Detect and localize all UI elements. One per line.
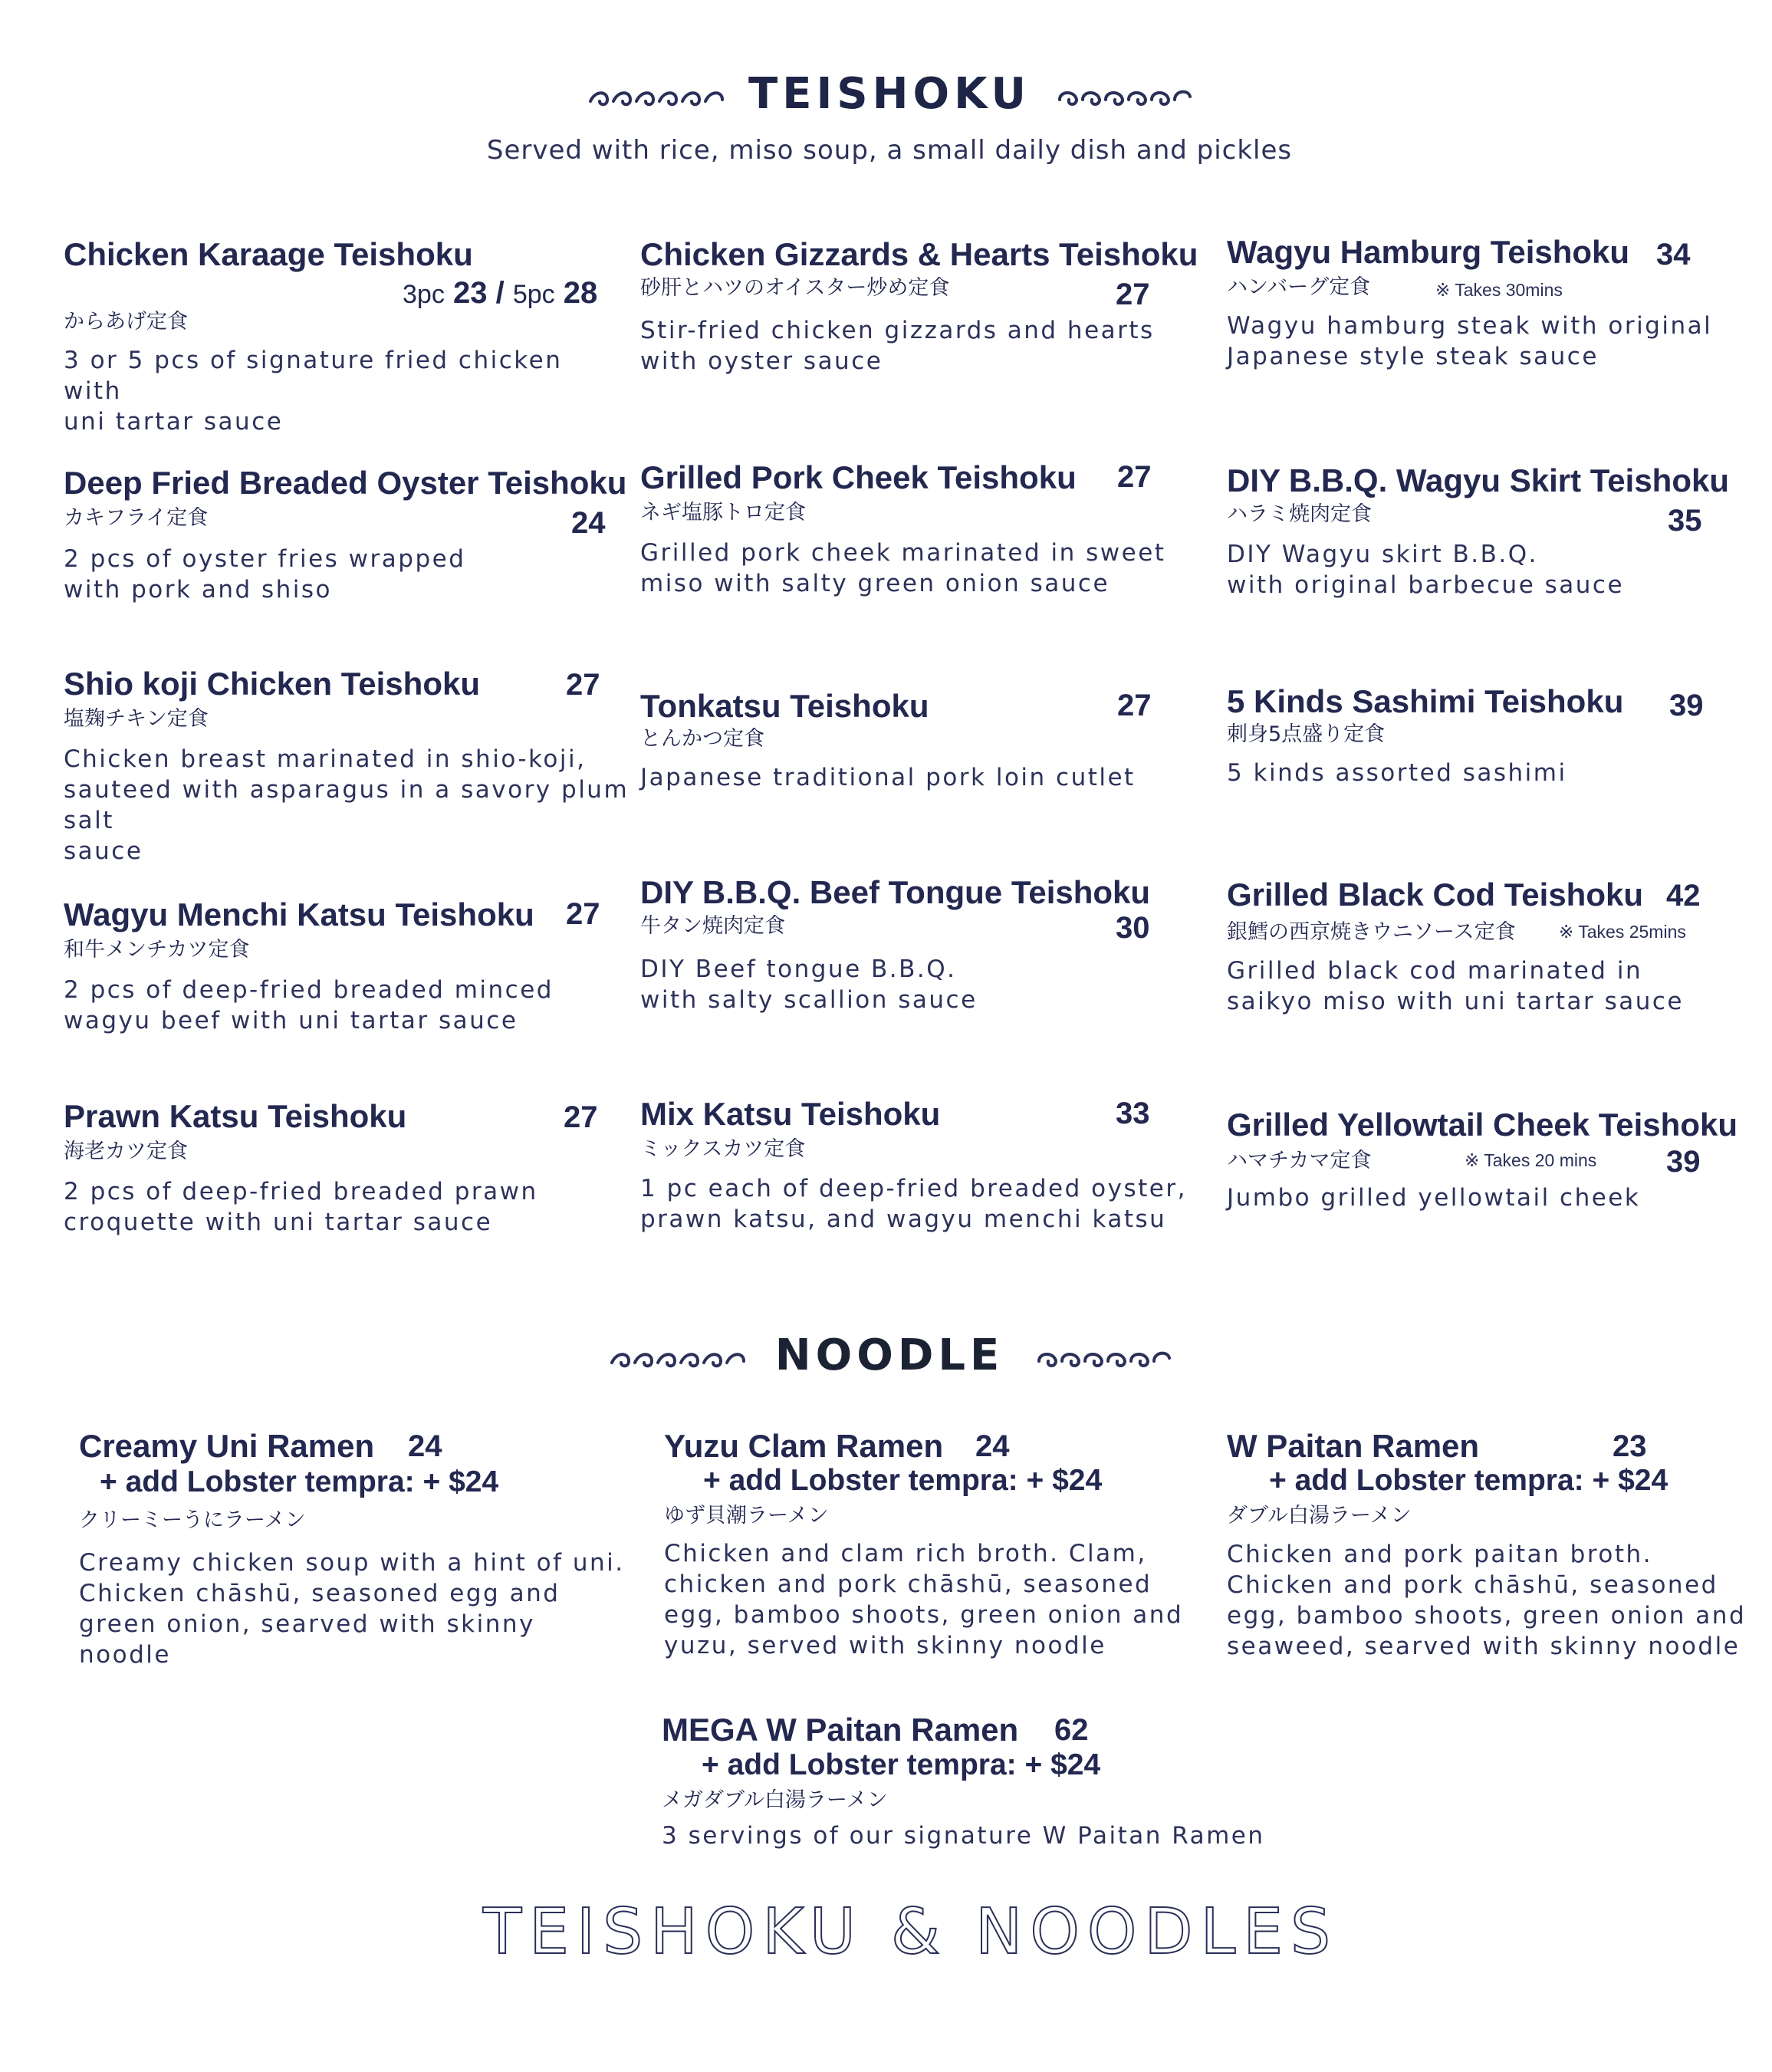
menu-item-description: Japanese traditional pork loin cutlet [640, 764, 1136, 791]
menu-item-description: Grilled black cod marinated in saikyo miso with uni tartar sauce [1227, 957, 1684, 1015]
menu-item-japanese: 和牛メンチカツ定食 [64, 938, 250, 962]
menu-item-japanese: ミックスカツ定食 [640, 1137, 806, 1161]
menu-item-description: 1 pc each of deep-fried breaded oyster, prawn katsu, and wagyu menchi katsu [640, 1175, 1187, 1233]
menu-item-japanese: ダブル白湯ラーメン [1227, 1504, 1412, 1528]
menu-item-name: Wagyu Hamburg Teishoku [1227, 234, 1630, 270]
menu-item-description: Wagyu hamburg steak with original Japanese style steak sauce [1227, 312, 1713, 370]
menu-item-japanese: 海老カツ定食 [64, 1140, 188, 1163]
menu-item-price: 24 [975, 1429, 1010, 1463]
menu-item-japanese: クリーミーうにラーメン [79, 1508, 306, 1532]
menu-item-name: Prawn Katsu Teishoku [64, 1098, 407, 1134]
menu-item-price: 39 [1666, 1145, 1701, 1179]
menu-item-price: 27 [566, 668, 600, 702]
menu-item-note: ※ Takes 30mins [1435, 280, 1563, 300]
menu-item-description: Chicken breast marinated in shio-koji, sauteed with asparagus in a savory plum salt sauce [64, 745, 630, 865]
menu-item-japanese: ハンバーグ定食 [1227, 275, 1371, 299]
menu-item-name: W Paitan Ramen [1227, 1428, 1480, 1464]
menu-item-description: Creamy chicken soup with a hint of uni. Chicken chāshū, seasoned egg and green onion, searved with skinny noodle [79, 1549, 625, 1669]
wave-ornament-left-icon [584, 83, 726, 113]
menu-item-description: Jumbo grilled yellowtail cheek [1227, 1184, 1641, 1212]
menu-item-japanese: 牛タン焼肉定食 [640, 914, 785, 938]
menu-item-japanese: メガダブル白湯ラーメン [662, 1788, 888, 1812]
menu-item-name: Grilled Black Cod Teishoku [1227, 876, 1644, 913]
wave-ornament-left-icon [606, 1344, 748, 1375]
menu-item-japanese: からあげ定食 [64, 310, 188, 334]
menu-item-name: 5 Kinds Sashimi Teishoku [1227, 683, 1624, 719]
menu-item-description: Stir-fried chicken gizzards and hearts with oyster sauce [640, 317, 1155, 375]
menu-item-price: 24 [408, 1429, 442, 1463]
menu-item-description: 2 pcs of deep-fried breaded prawn croquette with uni tartar sauce [64, 1178, 538, 1236]
menu-item-note: ※ Takes 25mins [1559, 922, 1686, 942]
menu-item-price: 24 [571, 506, 606, 540]
menu-item-price: 30 [1116, 911, 1150, 945]
menu-item-name: Creamy Uni Ramen [79, 1428, 375, 1464]
menu-item-description: DIY Wagyu skirt B.B.Q. with original barbecue sauce [1227, 541, 1625, 599]
menu-item-description: Grilled pork cheek marinated in sweet miso with salty green onion sauce [640, 539, 1166, 597]
wave-ornament-right-icon [1052, 83, 1194, 113]
menu-item-japanese: ネギ塩豚トロ定食 [640, 501, 806, 525]
menu-item-name: Deep Fried Breaded Oyster Teishoku [64, 465, 627, 501]
menu-item-name: Yuzu Clam Ramen [664, 1428, 944, 1464]
noodle-section-title: NOODLE [774, 1330, 1004, 1380]
menu-item-description: Chicken and clam rich broth. Clam, chicken and pork chāshū, seasoned egg, bamboo shoots, green onion and yuzu, served with skinny noodle [664, 1540, 1184, 1659]
menu-item-name: Chicken Karaage Teishoku [64, 236, 473, 272]
menu-item-price: 27 [566, 897, 600, 931]
menu-item-japanese: ゆず貝潮ラーメン [664, 1504, 829, 1528]
menu-item-note: ※ Takes 20 mins [1465, 1150, 1597, 1170]
menu-item-addon: + add Lobster tempra: + $24 [1269, 1464, 1668, 1497]
menu-item-name: MEGA W Paitan Ramen [662, 1712, 1019, 1748]
menu-item-name: DIY B.B.Q. Wagyu Skirt Teishoku [1227, 462, 1729, 498]
menu-item-description: 2 pcs of oyster fries wrapped with pork and shiso [64, 545, 466, 604]
menu-item-name: Shio koji Chicken Teishoku [64, 666, 480, 702]
menu-item-price: 27 [564, 1100, 598, 1134]
footer-logo-title: TEISHOKU & NOODLES [483, 1896, 1339, 1968]
menu-item-price: 62 [1054, 1713, 1089, 1747]
menu-item-description: 3 or 5 pcs of signature fried chicken with uni tartar sauce [64, 347, 563, 436]
menu-item-name: Grilled Pork Cheek Teishoku [640, 459, 1077, 495]
menu-item-description: 2 pcs of deep-fried breaded minced wagyu beef with uni tartar sauce [64, 976, 554, 1034]
menu-item-japanese: 塩麹チキン定食 [64, 707, 209, 731]
menu-item-price: 27 [1117, 460, 1152, 494]
menu-item-price: 27 [1116, 278, 1150, 311]
wave-ornament-right-icon [1031, 1344, 1173, 1375]
menu-item-japanese: カキフライ定食 [64, 506, 209, 530]
menu-item-name: Grilled Yellowtail Cheek Teishoku [1227, 1107, 1737, 1143]
menu-item-description: Chicken and pork paitan broth. Chicken and pork chāshū, seasoned egg, bamboo shoots, green onion and seaweed, searved with skinny noodle [1227, 1541, 1747, 1660]
menu-item-japanese: ハラミ焼肉定食 [1227, 502, 1372, 526]
menu-item-price: 33 [1116, 1097, 1150, 1130]
menu-item-addon: + add Lobster tempra: + $24 [702, 1748, 1101, 1781]
menu-item-name: Wagyu Menchi Katsu Teishoku [64, 896, 534, 932]
menu-item-japanese: 銀鱈の西京焼きウニソース定食 [1227, 920, 1516, 944]
menu-item-price: 23 [1613, 1429, 1647, 1463]
menu-item-price: 35 [1668, 504, 1702, 538]
menu-item-description: 3 servings of our signature W Paitan Ramen [662, 1822, 1265, 1850]
menu-item-addon: + add Lobster tempra: + $24 [100, 1465, 499, 1498]
menu-item-japanese: 刺身5点盛り定食 [1227, 722, 1386, 746]
teishoku-section-title: TEISHOKU [748, 69, 1031, 119]
menu-item-price: 39 [1669, 689, 1704, 722]
menu-item-name: Mix Katsu Teishoku [640, 1096, 941, 1132]
menu-item-japanese: ハマチカマ定食 [1227, 1149, 1372, 1172]
menu-item-price: 42 [1666, 879, 1701, 913]
menu-item-description: DIY Beef tongue B.B.Q. with salty scallion sauce [640, 955, 978, 1014]
menu-item-name: Chicken Gizzards & Hearts Teishoku [640, 236, 1198, 272]
menu-item-japanese: とんかつ定食 [640, 727, 764, 751]
menu-item-name: DIY B.B.Q. Beef Tongue Teishoku [640, 874, 1151, 910]
menu-item-price: 34 [1656, 238, 1691, 271]
menu-item-description: 5 kinds assorted sashimi [1227, 759, 1567, 787]
menu-item-price: 27 [1117, 689, 1152, 722]
menu-item-addon: + add Lobster tempra: + $24 [703, 1464, 1103, 1497]
teishoku-subtitle: Served with rice, miso soup, a small daily dish and pickles [486, 135, 1293, 166]
menu-item-price: 3pc 23 / 5pc 28 [403, 276, 598, 310]
menu-item-japanese: 砂肝とハツのオイスター炒め定食 [640, 276, 950, 300]
menu-item-name: Tonkatsu Teishoku [640, 688, 929, 724]
